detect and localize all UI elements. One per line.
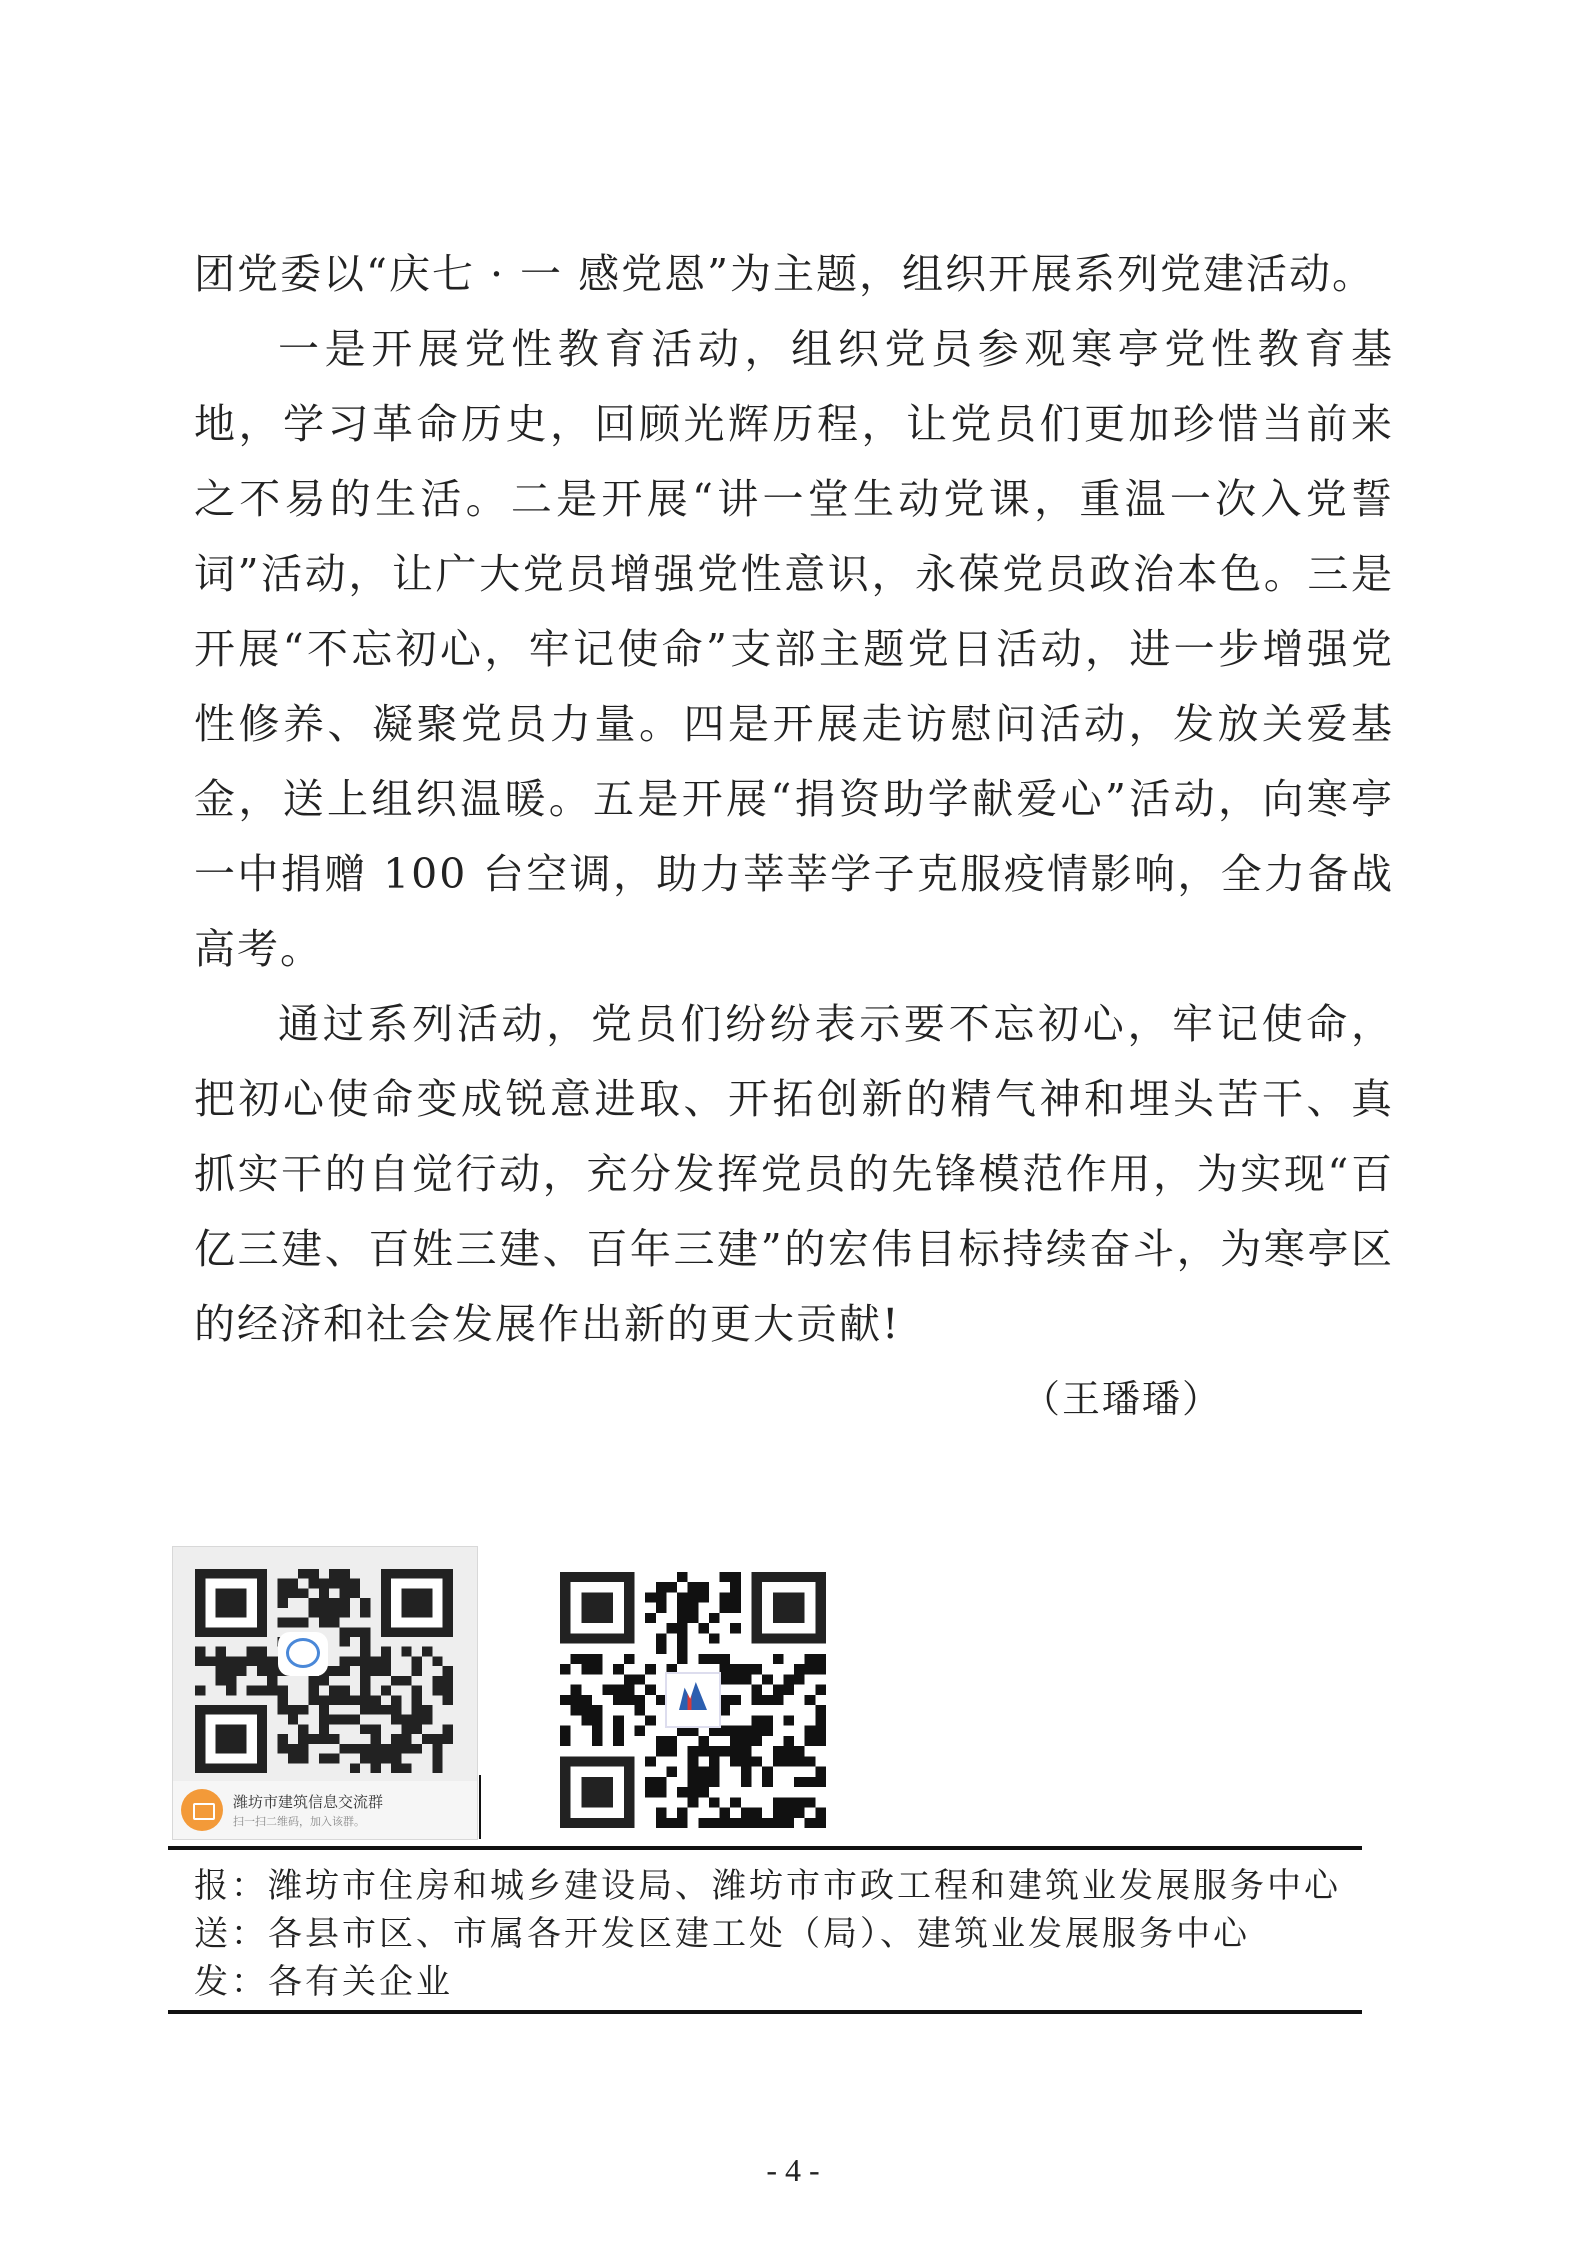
group-hint: 扫一扫二维码，加入该群。 (233, 1816, 365, 1828)
group-name: 潍坊市建筑信息交流群 (233, 1794, 384, 1811)
author-signature: （王璠璠） (1021, 1377, 1222, 1421)
official-qr-code (560, 1572, 826, 1828)
issue-line: 发：各有关企业 (194, 1962, 453, 2002)
building-logo-icon (665, 1672, 721, 1728)
article-body (194, 237, 1394, 1362)
send-line: 送：各县市区、市属各开发区建工处（局）、建筑业发展服务中心 (194, 1914, 1250, 1954)
bottom-rule (168, 2010, 1362, 2014)
paragraph-intro: 团党委以“庆七 · 一 感党恩”为主题，组织开展系列党建活动。 (194, 250, 1376, 298)
top-rule (168, 1846, 1362, 1850)
paragraph-activities: 一是开展党性教育活动，组织党员参观寒亭党性教育基地，学习革命历史，回顾光辉历程，让党员们更加珍惜当前来之不易的生活。二是开展“讲一堂生动党课，重温一次入党誓词”活动，让广大党员增强党性意识，永葆党员政治本色。三是开展“不忘初心，牢记使命”支部主题党日活动，进一步增强党性修养、凝聚党员力量。四是开展走访慰问活动，发放关爱基金，送上组织温暖。五是开展“捐资助学献爱心”活动，向寒亭一中捐赠 100 台空调，助力莘莘学子克服疫情影响，全力备战高考。 (194, 325, 1394, 973)
page-number: - 4 - (766, 2152, 820, 2188)
chat-icon (278, 1632, 328, 1676)
report-line: 报：潍坊市住房和城乡建设局、潍坊市市政工程和建筑业发展服务中心 (194, 1866, 1341, 1906)
distribution-list (194, 1862, 1341, 2006)
group-qr-card (172, 1546, 478, 1840)
paragraph-conclusion: 通过系列活动，党员们纷纷表示要不忘初心，牢记使命，把初心使命变成锐意进取、开拓创新的精气神和埋头苦干、真抓实干的自觉行动，充分发挥党员的先锋模范作用，为实现“百亿三建、百姓三建、百年三建”的宏伟目标持续奋斗，为寒亭区的经济和社会发展作出新的更大贡献! (194, 1000, 1394, 1348)
qr-card-footer (173, 1781, 477, 1839)
card-edge-mark (479, 1775, 481, 1839)
briefcase-icon (181, 1789, 223, 1831)
